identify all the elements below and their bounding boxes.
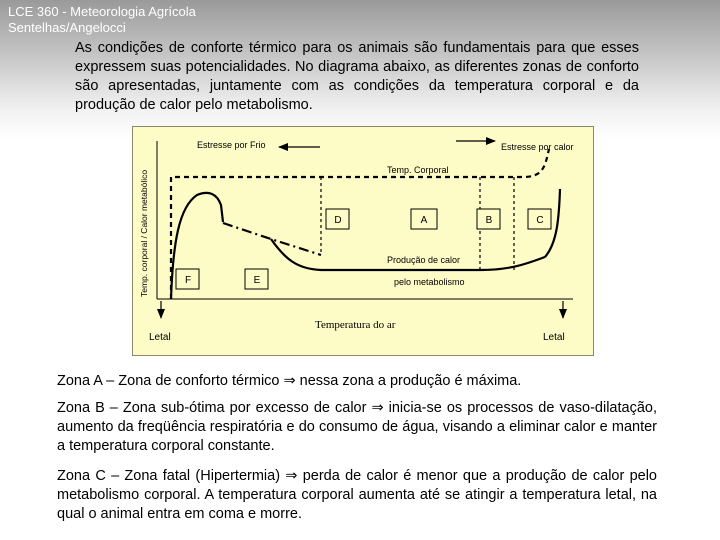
lethal-right-label: Letal (543, 332, 565, 343)
zone-f-label: F (184, 275, 192, 286)
comfort-zone-diagram (132, 126, 594, 356)
zone-a-body: Zona de conforto térmico ⇒ nessa zona a produção é máxima. (118, 373, 522, 389)
zone-a-description (57, 372, 657, 391)
zone-b-label: B (485, 215, 493, 226)
zone-e-label: E (253, 275, 261, 286)
zone-c-label: C (536, 215, 544, 226)
y-axis-label: Temp. corporal / Calor metabólico (139, 169, 149, 297)
zone-b-description (57, 399, 657, 456)
zone-a-lead: Zona A – (57, 373, 119, 389)
lethal-left-label: Letal (149, 332, 171, 343)
zone-c-lead: Zona C – (57, 468, 125, 484)
course-title: LCE 360 - Meteorologia Agrícola (8, 4, 196, 19)
zone-b-lead: Zona B – (57, 400, 123, 416)
zone-c-body: Zona fatal (Hipertermia) ⇒ perda de calor é menor que a produção de calor pelo metabolismo corporal. A temperatura corporal aumenta até se atingir a temperatura letal, na qual o animal entra em coma e morre. (57, 468, 657, 522)
zone-b-body: Zona sub-ótima por excesso de calor ⇒ inicia-se os processos de vaso-dilatação, aumento da freqüência respiratória e do consumo de água, visando a eliminar calor e manter a temperatura corporal constante. (57, 400, 657, 454)
heat-prod-label-1: Produção de calor (387, 255, 461, 265)
heat-stress-label: Estresse por calor (501, 142, 574, 152)
zone-a-label: A (420, 215, 428, 226)
authors: Sentelhas/Angelocci (8, 20, 126, 35)
diagram-svg (133, 127, 593, 355)
body-temp-label: Temp. Corporal (387, 165, 449, 175)
intro-paragraph: As condições de conforte térmico para os animais são fundamentais para que esses expressem suas potencialidades. No diagrama abaixo, as diferentes zonas de conforto são apresentadas, juntamente com as condições da temperatura corporal e da produção de calor pelo metabolismo. (75, 40, 639, 113)
zone-d-label: D (334, 215, 342, 226)
cold-stress-label: Estresse por Frio (197, 140, 266, 150)
heat-prod-label-2: pelo metabolismo (394, 277, 465, 287)
zone-c-description (57, 467, 657, 524)
x-axis-label: Temperatura do ar (315, 319, 396, 331)
